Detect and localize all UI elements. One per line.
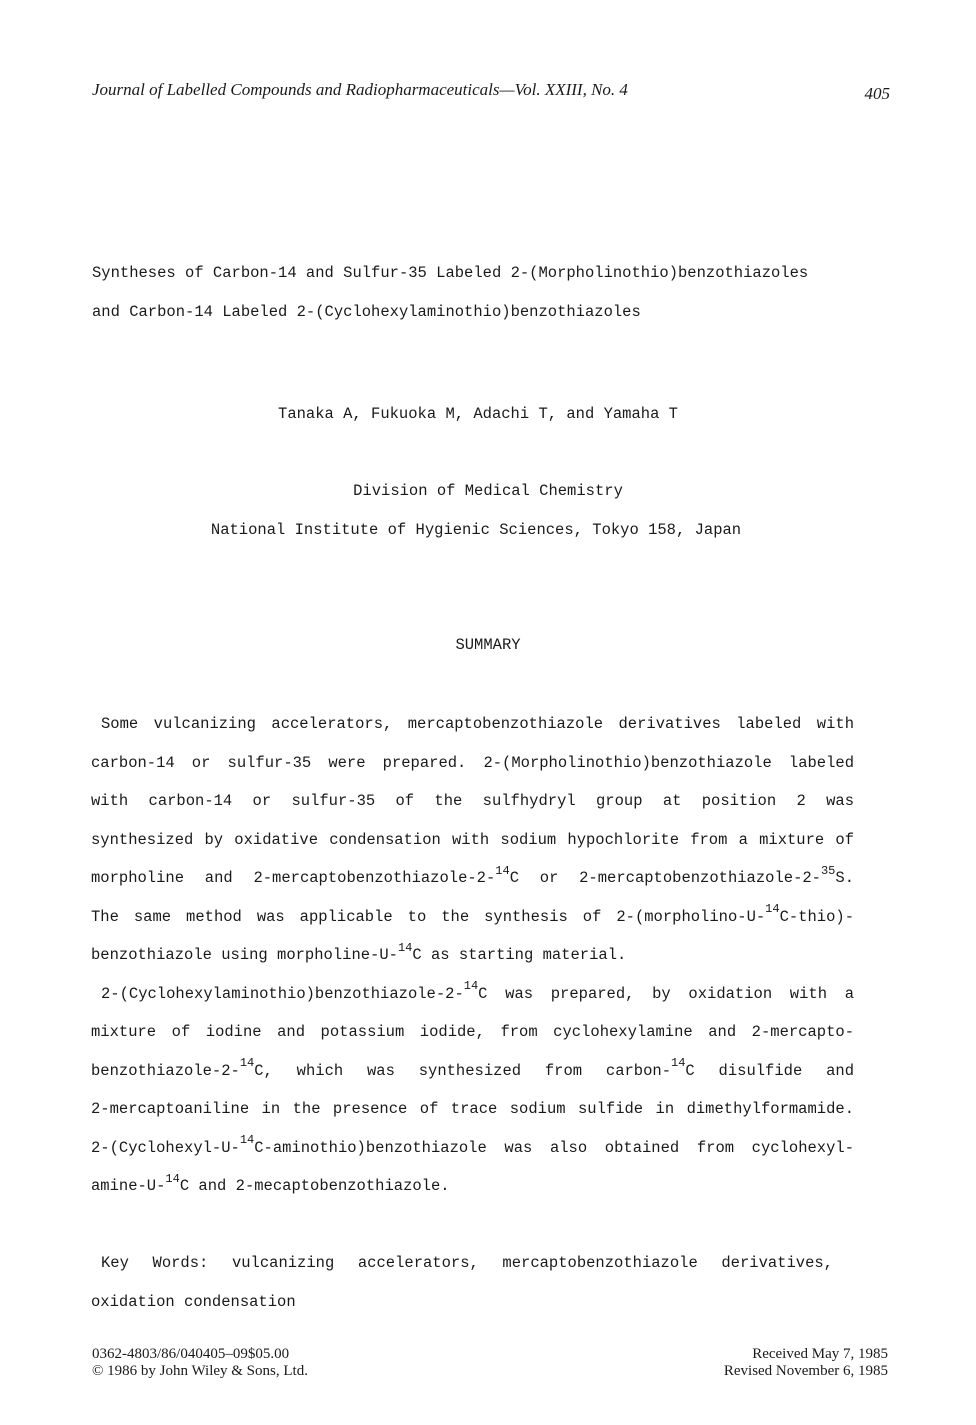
abstract-text: C, which was synthesized from carbon- [254,1061,672,1080]
footer-publication-info [92,1346,308,1380]
received-date: Received May 7, 1985 [752,1346,888,1362]
keywords-line: oxidation condensation [91,1292,296,1311]
abstract-line [91,942,854,981]
isotope-superscript: 14 [463,979,479,994]
abstract-text: C disulfide and [685,1061,854,1080]
title-line-2: and Carbon-14 Labeled 2-(Cyclohexylaminothio)benzothiazoles [92,303,641,321]
keywords [91,1250,833,1327]
isotope-superscript: 35 [820,863,836,878]
affiliation-division: Division of Medical Chemistry [353,482,623,500]
abstract-text: C as starting material. [412,946,627,964]
issn-code: 0362-4803/86/040405–09$05.00 [92,1346,290,1362]
article-title [92,254,892,332]
abstract-line [91,1173,854,1212]
affiliation-institute: National Institute of Hygienic Sciences, Tokyo 158, Japan [210,521,742,539]
abstract-text: 2-(Cyclohexyl-U- [91,1138,240,1157]
abstract-line: with carbon-14 or sulfur-35 of the sulfhydryl group at position 2 was [91,792,854,810]
abstract-line [91,981,854,1020]
abstract-line [91,1058,854,1097]
keywords-line: Key Words: vulcanizing accelerators, mercaptobenzothiazole derivatives, [101,1254,833,1272]
abstract-text: C and 2-mecaptobenzothiazole. [179,1177,450,1195]
page-number: 405 [864,84,890,103]
abstract-text: benzothiazole using morpholine-U- [91,946,398,964]
revised-date: Revised November 6, 1985 [723,1363,888,1379]
abstract-line: synthesized by oxidative condensation with sodium hypochlorite from a mixture of [91,830,854,849]
authors: Tanaka A, Fukuoka M, Adachi T, and Yamaha T [278,405,678,423]
abstract-text: morpholine and 2-mercaptobenzothiazole-2- [91,869,496,887]
abstract-text: The same method was applicable to the synthesis of 2-(morpholino-U- [91,907,766,926]
isotope-superscript: 14 [239,1133,255,1148]
abstract-text: C was prepared, by oxidation with a [478,984,854,1003]
running-header [92,80,890,104]
abstract-line: Some vulcanizing accelerators, mercaptobenzothiazole derivatives labeled with [101,715,854,733]
abstract-text: S. [835,869,854,887]
journal-title: Journal of Labelled Compounds and Radiopharmaceuticals—Vol. XXIII, No. 4 [92,80,628,99]
abstract-text: C or 2-mercaptobenzothiazole-2- [509,869,821,887]
isotope-superscript: 14 [495,863,510,878]
abstract [91,711,854,1212]
abstract-text: C-thio)- [779,907,854,926]
footer-dates [724,1346,888,1380]
abstract-line [91,1135,854,1174]
isotope-superscript: 14 [671,1056,686,1071]
isotope-superscript: 14 [765,902,780,917]
isotope-superscript: 14 [165,1171,180,1186]
abstract-line: mixture of iodine and potassium iodide, from cyclohexylamine and 2-mercapto- [91,1023,854,1041]
abstract-line [91,865,854,904]
abstract-text: amine-U- [91,1177,166,1195]
abstract-text: benzothiazole-2- [91,1061,240,1080]
summary-heading: SUMMARY [455,636,521,654]
copyright-notice: © 1986 by John Wiley & Sons, Ltd. [92,1363,308,1379]
abstract-line: carbon-14 or sulfur-35 were prepared. 2-(Morpholinothio)benzothiazole labeled [91,753,854,772]
title-line-1: Syntheses of Carbon-14 and Sulfur-35 Labeled 2-(Morpholinothio)benzothiazoles [92,264,809,282]
isotope-superscript: 14 [397,940,413,955]
abstract-line [91,904,854,943]
abstract-line: 2-mercaptoaniline in the presence of trace sodium sulfide in dimethylformamide. [91,1100,854,1118]
abstract-text: C-aminothio)benzothiazole was also obtained from cyclohexyl- [254,1138,854,1157]
isotope-superscript: 14 [239,1056,255,1071]
abstract-text: 2-(Cyclohexylaminothio)benzothiazole-2- [101,984,464,1003]
